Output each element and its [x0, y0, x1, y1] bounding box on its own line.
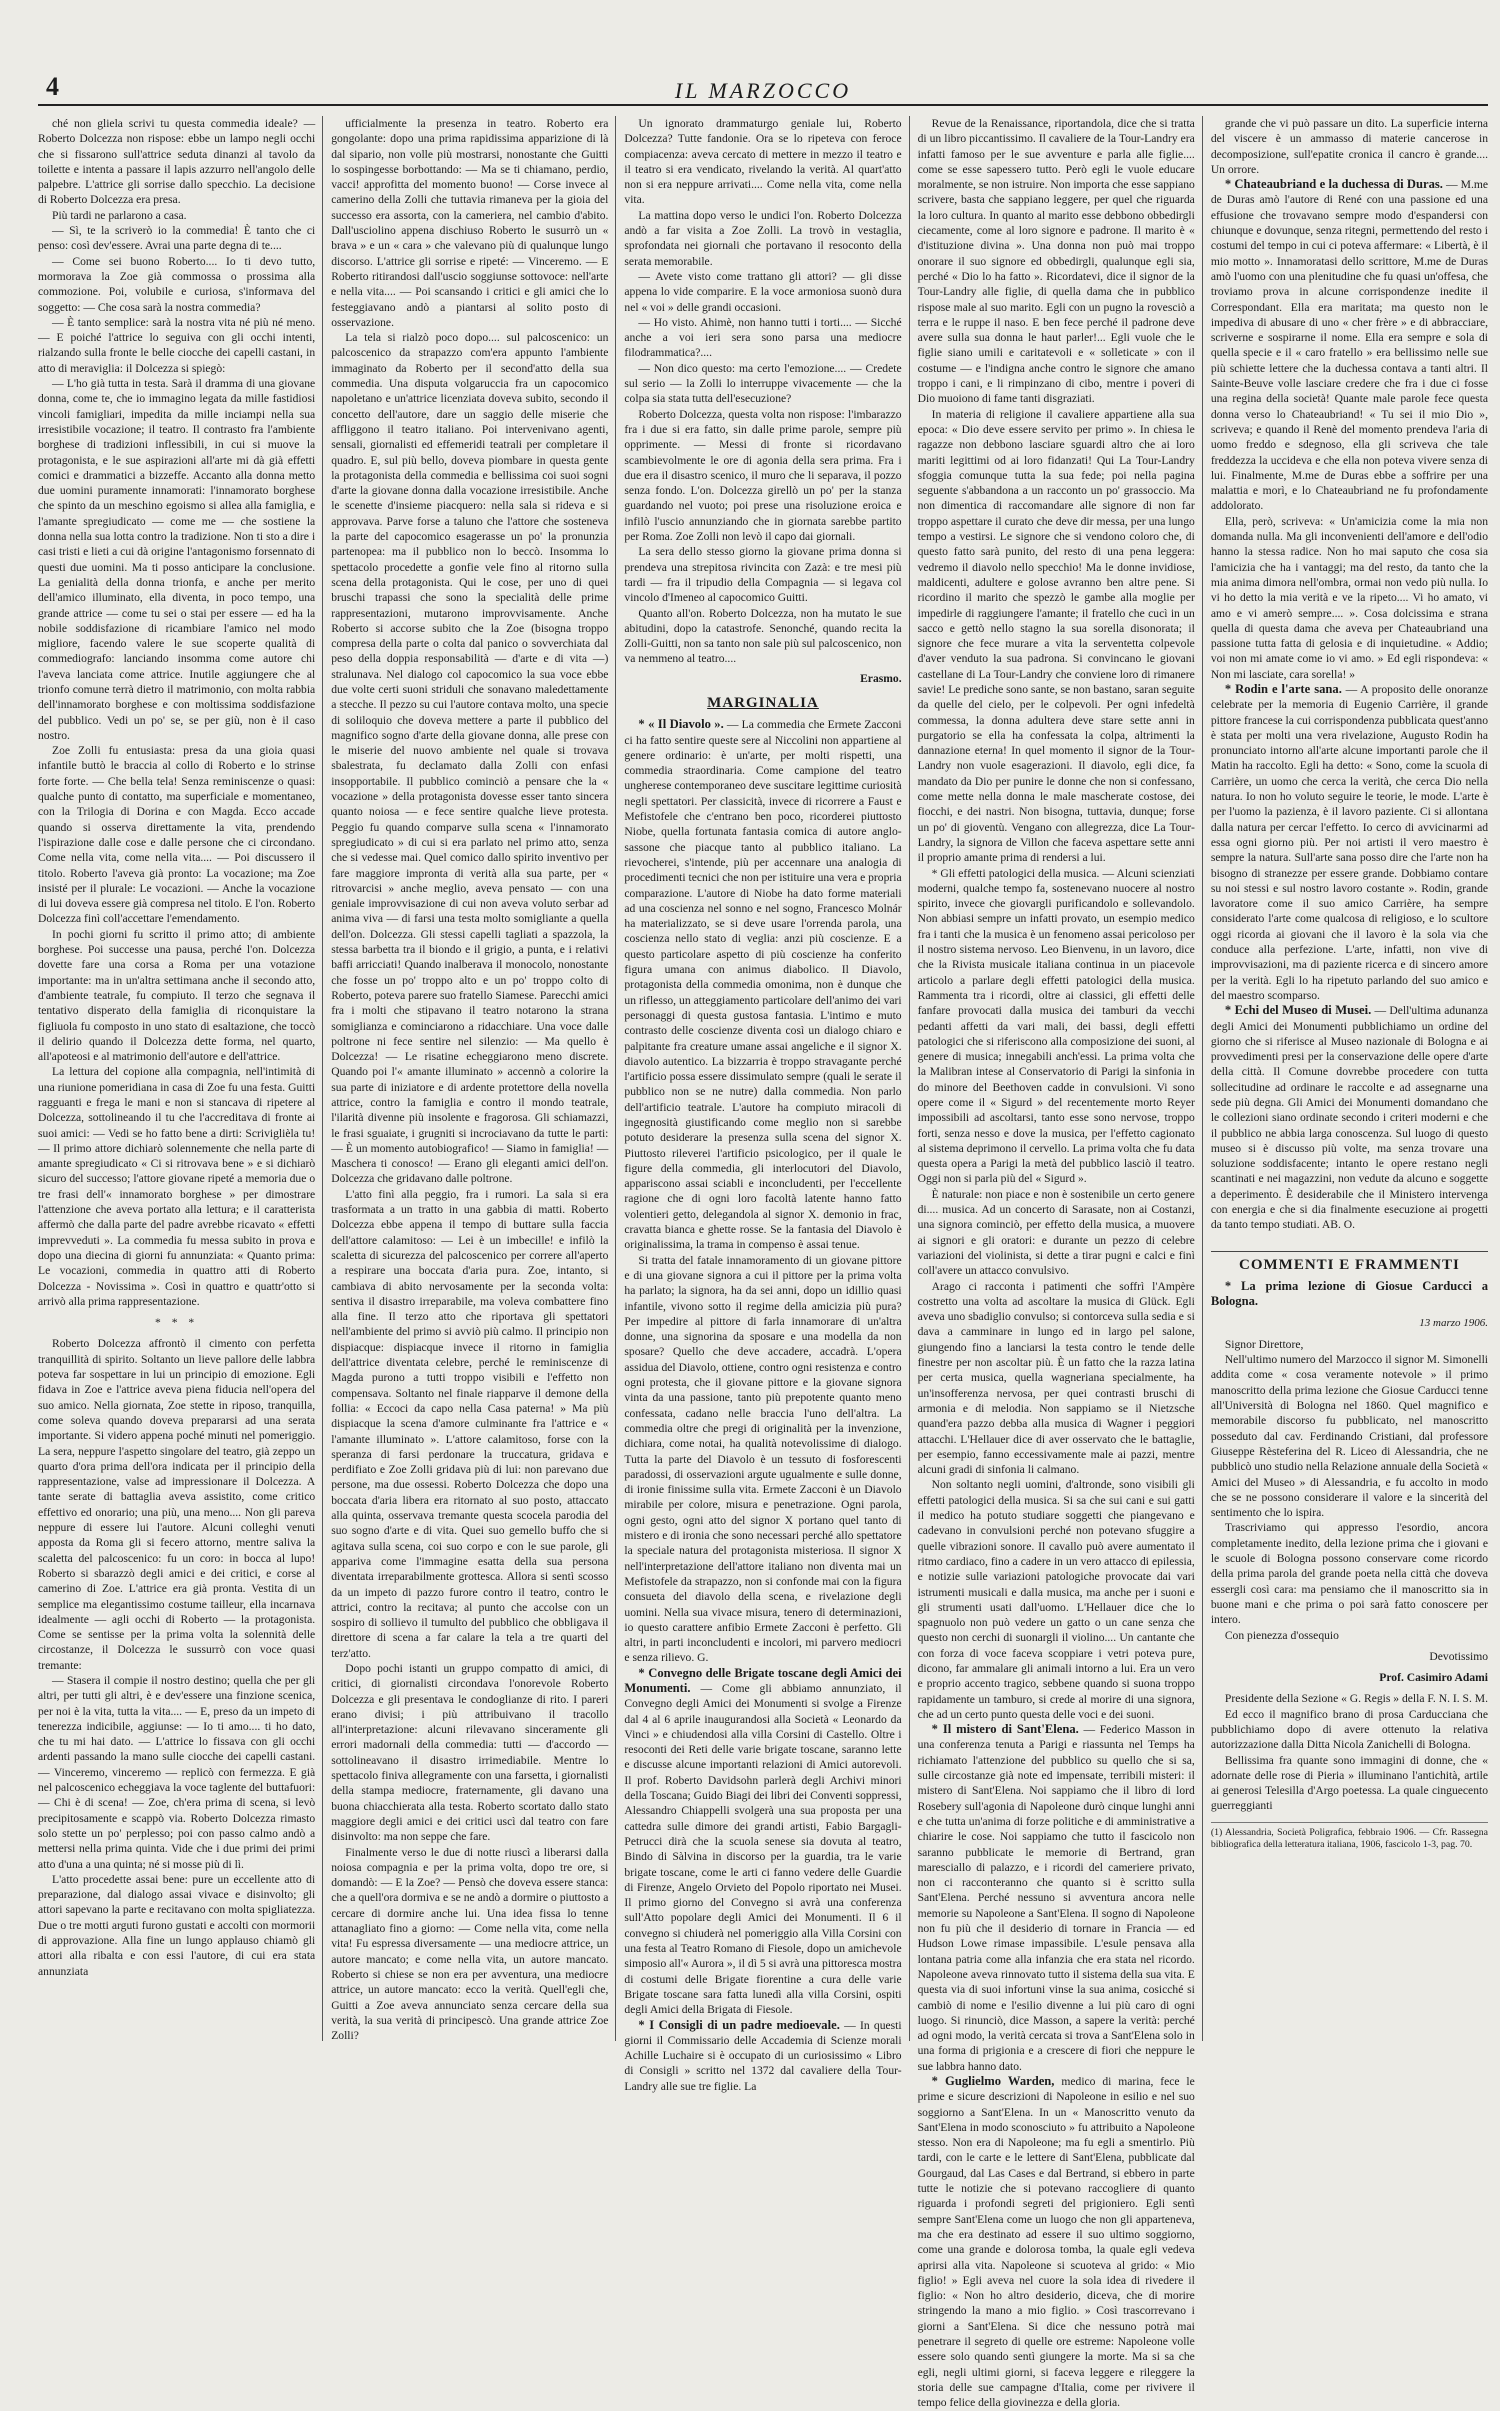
column-2 [331, 116, 608, 2041]
story-paragraph: — Avete visto come trattano gli attori? — gli disse appena lo vide comparire. E la voce armoniosa suonò dura nel « voi » delle grandi occasioni. [624, 269, 902, 314]
text-columns [38, 116, 1489, 2410]
item-text: — La commedia che Ermete Zacconi ci ha fatto sentire queste sere al Niccolini non appartiene al genere ordinario: è un'arte, per molti rispetti, una commedia straordinaria. Come campione del teatro ungherese contemporaneo deve suscitare legittime curiosità negli spettatori. Per classicità, invece di ricorrere a Faust e Mefistofele che c'entrano ben poco, ricorderei piuttosto Niobe, quella fortunata fantasia comica di autore anglo-sassone che piacque tanto al pubblico italiano. La rievocherei, s'intende, più per accennare una analogia di procedimenti tecnici che non per istituire una vera e propria comparazione. L'autore di Niobe ha dato forme materiali ad una coscienza nel sonno e nel sogno, Francesco Molnár ha materializzato, se si deve usare l'orrenda parola, una coscienza nello stato di veglia: anzi più coscienze. E a questo particolare aspetto di più coscienze ha conferito figura umana con animus diabolico. Il Diavolo, protagonista della commedia omonima, non è dunque che un riflesso, un atteggiamento particolare dell'animo dei vari personaggi di questa gustosa fantasia. L'intimo e muto contrasto delle coscienze diventa così un dialogo chiaro e palpitante fra creature umane assai angeliche e il signor X. diavolo autentico. La bizzarria è troppo stravagante perché l'artificio possa essere dissimulato sempre (quali le serate il pubblico non se ne nutre) dalla commedia. Non parlo dell'artificio teatrale. L'autore ha compiuto miracoli di ingegnosità giustificando come meglio non si sarebbe potuto desiderare la presenza sulla scena del signor X. Piuttosto rileverei l'artificio psicologico, per il quale le figure della commedia, gli interlocutori del Diavolo, appariscono assai sciabli e inconcludenti, per l'eccellente ragione che di ogni loro facoltà latente hanno fatto volentieri getto, delegandola al signor X. demonio in frac, cravatta bianca e ghette rosse. Se la fantasia del Diavolo è originalissima, la trama in compenso è assai tenue. [624, 718, 902, 1252]
closing-paragraph: Ed ecco il magnifico brano di prosa Carducciana che pubblichiamo dopo di avere ottenuto la relativa autorizzazione dalla Ditta Nicola Zanichelli di Bologna. [1210, 1707, 1489, 1752]
marginalia-item [918, 1722, 1195, 2074]
story-paragraph: Dopo pochi istanti un gruppo compatto di amici, di critici, di giornalisti circondava l'onorevole Roberto Dolcezza e gli presentava le condoglianze di rito. I pareri erano divisi; i più attribuivano il tracollo all'interpretazione: alcuni rilevavano sinceramente gli errori madornali della commedia: tutti — d'accordo — sottolineavano il disastro irrimediabile. Mentre lo spettacolo finiva allegramente con una farsetta, i giornalisti della stampa mediocre, fraternamente, gli davano una buona chiacchierata alla testa. Roberto scortato dallo stato maggiore degli amici e dei critici uscì dal teatro con fare disinvolto: ma non seppe che fare. [331, 1661, 609, 1844]
item-text-continued: Si tratta del fatale innamoramento di un giovane pittore e di una giovane signora a cui il pittore per la prima volta ha parlato; la signora, ha da sei anni, dopo un idillio quasi infantile, vivono sotto il regime della amicizia più pura? Per impedire al pittore di farla innamorare di un'altra donne, una signorina da sposare e una modella da non sposare? Quello che deve accadere, accadrà. L'opera assidua del Diavolo, ottiene, contro ogni resistenza e contro ogni protesta, che il giovane pittore e la giovane signora vinta da una passione, tanto più prepotente quanto meno confessata, cadano nelle braccia l'uno dell'altra. La commedia oltre che pregi di originalità per la invenzione, dichiara, come notai, ha qualità notevolissime di dialogo. Tutta la parte del Diavolo è un tessuto di fosforescenti paradossi, di osservazioni argute ugualmente e sulle donne, di ironie finissime sulla vita. Ermete Zacconi è un Diavolo mirabile per colore, misura e penetrazione. Ogni parola, ogni gesto, ogni atto del signor X portano quel tanto di mistero e di ironia che sono necessari perché allo spettatore la speciale natura del protagonista misteriosa. Il signor X nell'interpretazione dell'attore italiano non diventa mai un Mefistofele da strapazzo, non si confonde mai con la figura consueta del diavolo della scena, e rivelazione degli uomini. Nella sua vivace misura, tenero di determinazioni, io questo carattere anfibio Ermete Zacconi è perfetto. Gli altri, in parti inconcludenti e incolori, mi parvero mediocri e senza rilievo. G. [624, 1253, 902, 1665]
letter-signoff: Devotissimo [1429, 1649, 1489, 1663]
letter-sender-role: Presidente della Sezione « G. Regis » della F. N. I. S. M. [1224, 1692, 1489, 1706]
item-text: — In questi giorni il Commissario delle Accademia di Scienze morali Achille Luchaire si è occupato di un curiosissimo « Libro di Consigli » scritto nel 1372 dal cavaliere della Tour-Landry alle sue tre figlie. La [624, 2018, 902, 2093]
column-5 [1211, 116, 1488, 2041]
marginalia-item [918, 2074, 1195, 2411]
story-paragraph: — È tanto semplice: sarà la nostra vita né più né meno. — E poiché l'attrice lo seguiva con gli occhi intenti, rialzando sulla fronte le belle ciocche dei capelli castani, in atto di meraviglia: il Dolcezza si spiegò: [38, 315, 316, 375]
item-text: — M.me de Duras amò l'autore di René con una passione ed una effusione che trovavano sempre modo d'espandersi con chiunque e dovunque, senza ritegni, permettendo del resto i costumi del tempo in cui ci poteva affermare: « Libertà, è il mio motto ». Innamoratasi dello scrittore, M.me de Duras amò l'uomo con una plenitudine che fu quasi un'offesa, che troviamo prova in alcune corrispondenze inedite il Correspondant. Ella era maritata; ma questo non le impediva di abusare di uno « cher frère » e di abbracciare, scriverne e sospirarne il nome. Ella era sempre e sola di quella specie e il « caro fratello » era bellissimo nelle sue più schiette lettere che la duchessa contava a tanti altri. Il Sainte-Beuve volle lasciare credere che fra i due ci fosse una regina della società! Quante male parole fece questa donna verso lo Chateaubriand! « Tu sei il mio Dio », scriveva; e quando il Renè del momento prendeva l'aria di uomo freddo e sdegnoso, ella gli scriveva che tale freddezza la uccideva e che ella non poteva vivere senza di lui. Finalmente, M.me de Duras ebbe a soffrire per una malattia e morì, e lo Chateaubriand ne fu profondamente addolorato. [1210, 178, 1489, 513]
story-paragraph: Finalmente verso le due di notte riuscì a liberarsi dalla noiosa compagnia e per la prima volta, dopo tre ore, si domandò: — E la Zoe? — Pensò che doveva essere stanca: che a quell'ora dormiva e se ne andò a dormire o piuttosto a cercare di dormire anche lui. Una idea fissa lo tenne attanagliato fino a giorno: — Come nella vita, come nella vita! Fu espressa diversamente — una mediocre attrice, un autore mancato; e come nella vita, un autore mancato. Roberto si chiese se non era per avventura, una mediocre attrice, un autore mancato: ecco la verità. Quell'egli che, Guitti a Zoe aveva annunciato senza cercare della sua verità, la sua verità di principescò. Una grande attrice Zoe Zolli? [331, 1845, 609, 2043]
story-paragraph: Zoe Zolli fu entusiasta: presa da una gioia quasi infantile buttò le braccia al collo di Roberto e lo strinse forte forte. — Che bella tela! Senza reminiscenze o quasi: qualche punto di contatto, ma superficiale e momentaneo, con la Trilogia di Dorina e con Magda. Ecco accade quando si osserva direttamente la vita, prendendo l'ispirazione dalle cose e dalle persone che ci circondano. Come nella vita, come nella vita.... — Poi discussero il titolo. Roberto l'aveva già pronto: La vocazione; ma Zoe insisté per il plurale: Le vocazioni. — Anche la vocazione di lui doveva essere già compresa nel titolo. E l'on. Roberto Dolcezza finì coll'accettare l'emendamento. [38, 744, 316, 926]
story-paragraph: La tela si rialzò poco dopo.... sul palcoscenico: un palcoscenico da strapazzo com'era appunto l'ambiente immaginato da Roberto per il second'atto della sua commedia. Una disputa volgaruccia fra un capocomico napoletano e un'attrice licenziata doveva subito, secondo il concetto dell'autore, dare un saggio delle miserie che affliggono il teatro italiano. Poi intervenivano agenti, sensali, giornalisti ed effemeridi teatrali per completare il quadro. E, sul più bello, doveva piombare in questa gente la protagonista della commedia e bellissima coi suoi sogni d'arte la giovane donna dalla vocazione irresistibile. Anche le scenette d'insieme piacquero: nella sala si rideva e si approvava. Parve forse a taluno che l'attore che sosteneva la parte del capocomico esagerasse un po' la pronunzia partenopea: ma il pubblico non lo beccò. Insomma lo spettacolo procedette a gonfie vele fino al ritorno sulla scena della protagonista. Qui le cose, per uno di quei bruschi trapassi che sono la specialità delle prime rappresentazioni, mutarono improvvisamente. Anche Roberto si accorse subito che la Zoe (bisogna troppo compresa della parte o colta dal panico o sovverchiata dal peso della doppia responsabilità — d'arte e di vita —) stralunava. Nel dialogo col capocomico la sua voce ebbe due volte certi suoni striduli che sonavano maledettamente a stecche. Il pezzo su cui l'autore contava molto, una specie di soliloquio che doveva mettere a parte il pubblico del magnifico sogno d'arte della giovane donna, alle prese con le miserie del nuovo ambiente nel quale si trovava sbalestrata, fu declamato dalla Zolli con enfasi insopportabile. Il pubblico cominciò a pensare che la « vocazione » della protagonista dovesse esser tanto sincera quanto noiosa — e fece sentire qualche lieve protesta. Peggio fu quando comparve sulla scena « l'innamorato spregiudicato » di cui si era parlato nel primo atto, senza che si vedesse mai. Quel comico dallo spirito inventivo per fare maggiore impronta di verità alla sua parte, per « ritrovarcisi » anche meglio, aveva pensato — con una geniale improvvisazione di cui non aveva voluto serbar ad anima viva — di farsi una testa molto somigliante a quella dell'on. Dolcezza. Gli stessi capelli tagliati a spazzola, la stessa barbetta tra il biondo e il grigio, a punta, e i relativi baffi arricciati! Quando inalberava il monocolo, nonostante che fosse un po' troppo alto e un po' troppo colto di Roberto, poteva parere suo fratello Siamese. Parecchi amici fra i molti che stipavano il teatro notarono la strana somiglianza e cominciarono a ridacchiare. Una voce dalle poltrone ni fece sentire nel silenzio: — Ma quello è Dolcezza! — Le risatine echeggiarono meno discrete. Quando poi l'« amante illuminato » accennò a colorire la sua parte di iniziatore e di ardente protettore della novella attrice, contro la famiglia e contro il mondo teatrale, l'ilarità divenne più insolente e fragorosa. Gli schiamazzi, le frasi sguaiate, i grugniti si incrociavano da tutte le parti: — È un momento autobiografico! — Siamo in famiglia! — Maschera ti conosco! — Erano gli eleganti amici dell'on. Dolcezza che gridavano dalle poltrone. [331, 331, 609, 1186]
item-heading: * Guglielmo Warden, [932, 2074, 1055, 2088]
item-text: — Come gli abbiamo annunziato, il Convegno degli Amici dei Monumenti si svolge a Firenze dal 4 al 6 aprile inaugurandosi alla Società « Leonardo da Vinci » e chiudendosi alla villa Corsini di Castello. Oltre i resoconti dei Reti delle varie brigate toscane, saranno lette e discusse alcune importanti relazioni di Amici autorevoli. Il prof. Roberto Davidsohn parlerà degli Archivi minori della Toscana; Guido Biagi dei libri dei Conventi soppressi, Alessandro Chiappelli svolgerà una sua proposta per una cattedra sulle dimore dei grandi artisti, Fabio Bargagli-Petrucci dirà che la scuola senese sia dovuta al teatro, Bindo di Sàlvina in discorso per la guardia, tra le varie brigate toscane, come le arti ci fanno vedere delle Guardie di Firenze, Angelo Orvieto del Popolo riportato nei Musei. Il primo giorno del Convegno si avrà una conferenza sull'Atto popolare degli Amici dei Monumenti. Il 6 il convegno si chiuderà nel pomeriggio alla Villa Corsini con una festa al Teatro Romano di Fiesole, dopo un amichevole simposio all'« Aurora », il dì 5 si avrà una pittoresca mostra di costumi delle Brigate fiorentine a cura delle varie Brigate toscane sara fatta lunedì alla villa Corsini, ospiti degli Amici della Brigata di Fiesole. [624, 1681, 902, 2017]
article-paragraph: grande che vi può passare un dito. La superficie interna del viscere è un ammasso di materie cancerose in decomposizione, sull'epatite cronica il cancro è grande.... Un orrore. [1210, 117, 1489, 176]
story-paragraph: L'atto procedette assai bene: pure un eccellente atto di preparazione, dal dialogo assai vivace e disinvolto; gli attori sapevano la parte e recitavano con molta spigliatezza. Due o tre motti arguti furono gustati e accolti con mormorii di approvazione. Alla fine un lungo applauso chiamò gli attori alla ribalta e con essi l'autore, di cui era stata annunziata [38, 1872, 316, 1978]
story-paragraph: Un ignorato drammaturgo geniale lui, Roberto Dolcezza? Tutte fandonie. Ora se lo ripeteva con feroce compiacenza: aveva cercato di mettere in mezzo il teatro e il teatro si era vendicato, rivelando la verità. Al quart'atto non si era neppure arrivati.... Come nella vita, come nella vita. [624, 117, 902, 207]
story-paragraph: — Non dico questo: ma certo l'emozione.... — Credete sul serio — la Zolli lo interruppe vivacemente — che la colpa sia stata tutta dell'esecuzione? [624, 361, 902, 406]
marginalia-item [1211, 177, 1488, 514]
story-paragraph: Roberto Dolcezza, questa volta non rispose: l'imbarazzo fra i due si era fatto, sin dalle prime parole, sempre più opprimente. — Messi di fronte si ricordavano scambievolmente le ore di agonia della sera prima. Fra i due era il disastro scenico, il muro che li separava, il pozzo senza fondo. L'on. Dolcezza girellò un po' per la stanza guardando nel vuoto; poi prese una risoluzione eroica e infilò l'uscio annunziando che in giornata sarebbe partito per Roma. Zoe Zolli non levò il capo dai giornali. [624, 407, 902, 544]
item-text: — Federico Masson in una conferenza tenuta a Parigi e riassunta nel Temps ha richiamato l'attenzione del pubblico su quello che si sa, sulle circostanze già note ed impensate, terribili misteri: il mistero di Sant'Elena. Noi sappiamo che il libro di lord Rosebery sull'agonia di Napoleone durò cinque lunghi anni e che tutta un'anima di forze politiche e di amministrative a chiarire le cose. Noi sappiamo che tutto il fascicolo non saranno pubblicate le memorie di Bertrand, gran maresciallo di palazzo, e i ricordi del cameriere privato, non ci racconteranno che quanto si è scritto sulla Sant'Elena. Perché nessuno si avventura ancora nelle memorie su Napoleone a Sant'Elena. Il sogno di Napoleone non fu più che il desiderio di tornare in Francia — ed Hudson Lowe rimase impassibile. L'esule pensava alla lontana patria come alla infanzia che era stata nel ricordo. Napoleone aveva rinnovato tutto il sistema della sua vita. E questa via di suoi infortuni vinse la sua anima, cosicché si cambiò di nome e l'esilio divenne a lui più caro di ogni luogo. Si rinunciò, dice Masson, a sapere la verità: perché ad ogni modo, la verità cercata si trova a Sant'Elena solo in una forma di prigionia e a crescere di fiori che neppure le sue labbra hanno dato. [917, 1723, 1195, 2073]
article-paragraph: Revue de la Renaissance, riportandola, dice che si tratta di un libro piccantissimo. Il cavaliere de la Tour-Landry era infatti famoso per le sue avventure e parla alle figlie.... come se esse sapessero tutto. Però egli le vuole educare moralmente, se non istruire. Non importa che esse sappiano scrivere, basta che sappiano leggere, per quel che riguarda la loro cultura. In quanto al marito esse debbono obbedirgli ciecamente, come al loro signore e padrone. Il marito è « d'istituzione divina ». Una donna non può mai troppo onorare il suo signore ed obbedirgli, qualunque egli sia, perché « Dio lo ha fatto ». Ricordatevi, dice il signor de la Tour-Landry alle figlie, di quella dama che in pubblico rispose male al suo marito. Egli con un pugno la rovesciò a terra e le ruppe il naso. E ben fece perché il padrone deve avere sulla sua donna le haut parler!... Egli vuole che le figlie siano umili e caritatevoli e « solleticate » con il costume — e l'indigna anche contro le signore che amano troppo i cani, e li rimpinzano di cibo, mentre i poveri di Dio muoiono di fame tanti disgraziati. [917, 117, 1195, 406]
article-paragraph: Non soltanto negli uomini, d'altronde, sono visibili gli effetti patologici della musica. Si sa che sui cani e sui gatti il medico ha potuto studiare soggetti che piangevano e cadevano in convulsioni perché non potevano sfuggire a quelle vibrazioni sonore. Il cavallo può avere aumentato il ritmo cardiaco, fino a cadere in un vero attacco di epilessia, e notizie sulle variazioni patologiche provocate dai vari istrumenti musicali e dalla musica, ma anche per i suoni e gli strumenti usati dall'uomo. L'Hellauer dice che lo spagnuolo non può vedere un gatto o un cane senza che questo non cerchi di suonargli il violino.... Un cantante che con forza di voce faceva scoppiare i vetri poteva pure, dicono, far ammalare gli animali intorno a lui. Era un vero e proprio accento tragico, sebbene quando si suona troppo rapidamente un tamburo, si crede al morire di una signora, che ad un certo punto questa delle voci e dei suoni. [917, 1478, 1195, 1721]
story-paragraph: L'atto finì alla peggio, fra i rumori. La sala si era trasformata a un tratto in una gabbia di matti. Roberto Dolcezza ebbe appena il tempo di buttare sulla faccia dell'attore calamitoso: — Lei è un imbecille! e infilò la scaletta di sicurezza del palcoscenico per correre all'aperto a respirare una boccata d'aria pura. Zoe, intanto, si cambiava di abito nervosamente per la seconda volta: sentiva il disastro irreparabile, ma voleva combattere fino alla fine. Il terzo atto che riportava gli spettatori nell'ambiente del primo si avviò più calmo. Il principio non dispiacque: dispiacque invece il ritorno in famiglia dell'attrice diventata celebre, perché le reminiscenze di Magda purono a tutti troppo visibili e l'effetto non compensava. Soltanto nel finale riapparve il demone della follia: « Eccoci da capo nella Casa paterna! » Ma più dispiacque la scena d'amore culminante fra l'attrice e « l'amante illuminato ». L'attore calamitoso, forse con la speranza di farsi perdonare la truccatura, gridava e perdifiato e Zoe Zolli gridava più di lui: non parevano due persone, ma due ossessi. Roberto Dolcezza che dopo una boccata d'aria libera era ritornato al suo posto, attaccato alla quinta, osservava tremante questa scocela parodia del suo sogno d'arte e di vita. Quei suo gemello buffo che si agitava sulla scena, coi suo corpo e con le sue parole, gli appariva come l'immagine esatta della sua persona diventata irreparabilmente grottesca. Allora si sentì scosso da un impeto di pazzo furore contro il teatro, contro le attrici, contro la recitava; al punto che accolse con un sospiro di sollievo il tumulto del pubblico che obbligava il direttore di scena a far calare la tela a tre quarti del terz'atto. [331, 1187, 609, 1660]
article-paragraph: * Gli effetti patologici della musica. — Alcuni scienziati moderni, qualche tempo fa, sostenevano nuocere al nostro spirito, invece che giovargli purificandolo e sollevandolo. Non abbiasi sempre un infatti provato, un esempio medico fra i tanti che la musica è un fenomeno assai pericoloso per il nostro sistema nervoso. Leo Bienvenu, in un lavoro, dice che la Rivista musicale italiana continua in un piacevole articolo a parlare degli effetti patologici della musica. Rammenta tra i ricordi, oltre ai classici, gli effetti delle fanfare provocati dalla musica dei tamburi da vecchi pedanti affetti da vari mali, dei bassi, degli effetti patologici che si riferiscono alla composizione dei suoni, al genere di musica; innegabili anch'essi. La prima volta che la Malibran intese al Conservatorio di Parigi la sinfonia in do minore del Beethoven cadde in convulsioni. Vi sono opere come il « Sigurd » del recentemente morto Reyer impossibili ad ascoltarsi, tanto esse sono nervose, troppo forti, senza nesso e dove la musica, per l'effetto cagionato al sistema deprimono il cervello. La prima volta che fu data questa opera a Parigi la metà del pubblico lasciò il teatro. Oggi non si parla più del « Sigurd ». [917, 866, 1195, 1186]
letter-paragraph: Nell'ultimo numero del Marzocco il signor M. Simonelli addita come « cosa veramente notevole » il primo manoscritto della prima lezione che Giosue Carducci tenne all'Università di Bologna nel 1860. Quel magnifico e memorabile discorso fu pubblicato, nel manoscritto posseduto dal cav. Ferdinando Cristiani, dal professore Giuseppe Rèsteferina del R. Liceo di Alessandria, che ne pubblicò uno studio nella Relazione annuale della Società « Amici del Museo » di Alessandria, e fu accolto in modo che se ne possono considerare il valore e la sincerità del sentimento che lo ispira. [1210, 1353, 1489, 1520]
section-title-marginalia: MARGINALIA [707, 694, 819, 711]
section-title-commenti: COMMENTI E FRAMMENTI [1211, 1251, 1488, 1273]
item-text: — A proposito delle onoranze celebrate per la memoria di Eugenio Carrière, il grande pittore francese la cui corrispondenza pubblicata quest'anno è stata per molti una vera rivelazione, Augusto Rodin ha pronunciato intorno all'arte alcune importanti parole che il Matin ha raccolto. Egli ha detto: « Sono, come la scuola di Carrière, un uomo che cerca la verità, che cerca Dio nella natura. Io non ho voluto seguire le teorie, le mode. L'arte è per l'uomo la pazienza, è il lavoro paziente. Ci si allontana dalla natura per cercar l'effetto. Io cerco di avvicinarmi ad essa ogni giorno più. Per noi artisti il vero maestro è sempre la natura. Sull'arte sana posso dire che l'arte non ha bisogno di stranezze per essere grande. Dobbiamo contare su noi stessi e sul nostro lavoro costante ». Rodin, grande lavoratore come il suo amico Carrière, ha sempre considerato l'arte come qualcosa di religioso, e lo scultore oggi ricorda ai giovani che il lavoro è la sola via che conduce alla perfezione. L'arte, infatti, non vive di improvvisazioni, ma di paziente ricerca e di sincero amore per la verità. Egli lo ha ripetuto parlando del suo amico e del maestro scomparso. [1210, 682, 1489, 1002]
story-paragraph: La sera dello stesso giorno la giovane prima donna si prendeva una strepitosa rivincita con Zazà: e tre mesi più tardi — fra il tripudio della Compagnia — si legava col vincolo d'Imeneo al capocomico Guitti. [624, 545, 902, 605]
story-paragraph: — Ho visto. Ahimè, non hanno tutti i torti.... — Sicché anche a voi ieri sera sono parsa una mediocre filodrammatica?.... [624, 315, 902, 360]
item-heading: * Convegno delle Brigate toscane degli Amici dei Monumenti. [624, 1666, 901, 1695]
item-heading: * I Consigli di un padre medioevale. [638, 2018, 839, 2032]
letter-paragraph: Con pienezza d'ossequio [1224, 1628, 1339, 1642]
story-paragraph: La mattina dopo verso le undici l'on. Roberto Dolcezza andò a far visita a Zoe Zolli. La trovò in vestaglia, sprofondata nei giornali che portavano il resoconto della serata memorabile. [624, 208, 902, 268]
column-4 [917, 116, 1195, 2410]
story-paragraph: In pochi giorni fu scritto il primo atto; di ambiente borghese. Poi successe una pausa, perché l'on. Dolcezza dovette fare una corsa a Roma per una votazione importante: ma in un'altra settimana anche il secondo atto, d'ambiente teatrale, fu compiuto. Il terzo che segnava il tentativo disperato della famiglia di riconquistare la figliuola fu composto in uno stato di esaltazione, che toccò il delirio quando il Dolcezza dette forma, nel quarto, all'apoteosi e al matrimonio dell'autore e dell'attrice. [38, 927, 316, 1064]
story-paragraph: Quanto all'on. Roberto Dolcezza, non ha mutato le sue abitudini, dopo la catastrofe. Senonché, quando recita la Zolli-Guitti, non sa tanto non sale più sul palcoscenico, non va nemmeno al teatro.... [624, 606, 902, 666]
story-paragraph: — Stasera il compie il nostro destino; quella che per gli altri, per tutti gli altri, è e dev'essere una finzione scenica, per noi è la vita, tutta la vita.... — E, preso da un impeto di tenerezza indicibile, aggiunse: — Io ti amo.... ti ho dato, che tu mi hai dato. — L'attrice lo fissava con gli occhi ardenti passando la mano sulle ciocche dei capelli castani. — Vinceremo, vinceremo — replicò con fermezza. E già nel palcoscenico echeggiava la voce taglente del buttafuori: — Chi è di scena! — Zoe, ch'era prima di scena, si levò precipitosamente e scappò via. Roberto Dolcezza rimasto solo stette un po' perplesso; poi con passo calmo andò a mettersi nella prima quinta. Vide che i due primi dei primi atto d'una a una quinta; né si mosse più di lì. [38, 1673, 316, 1871]
item-text-continued: Ella, però, scriveva: « Un'amicizia come la mia non domanda nulla. Ma gli inconvenienti dell'amore e dell'odio hanno la stessa radice. Non ho mai saputo che cosa sia l'amicizia che ha i vantaggi; ma del resto, da tanto che la mia anima dimora nell'ombra, ormai non vedo più nulla. Io vi ho detto la mia verità e ve la ripeto.... Vi ho amato, vi amo e vi amerò sempre.... ». Cosa dolcissima e strana quella di questa dama che aveva per Chateaubriand una passione tutta fatta di gelosia e di inquietudine. « Addio; voi non mi amate come io vi amo. » Ed egli rispondeva: « Non mi lasciate, cara sorella! » [1210, 514, 1489, 681]
story-paragraph: ché non gliela scrivi tu questa commedia ideale? — Roberto Dolcezza non rispose: ebbe un lampo negli occhi che si fissarono sull'attrice seduta dinanzi al tavolo da toilette e intenta a passare il lapis azzurro nell'angolo delle palpebre. L'attrice gli sorrise dallo specchio. La decisione di Roberto Dolcezza era presa. [38, 117, 316, 207]
article-paragraph: È naturale: non piace e non è sostenibile un certo genere di.... musica. Ad un concerto di Sarasate, non ai Costanzi, una signora cominciò, per effetto della musica, a muovere ai signori e gli oratori: e durante un pezzo di celebre variazioni del violinista, si dette a tirar pugni e calci e finì coll'avere un attacco convulsivo. [917, 1187, 1195, 1278]
letter-paragraph: Trascriviamo qui appresso l'esordio, ancora completamente inedito, della lezione prima che i giovani e le scuole di Bologna possono conservare come ricordo della prima parola del grande poeta nella città che doveva essergli così cara: ma pensiamo che il manoscritto sia in buone mani e che prima o poi sarà fatto conoscere per intero. [1210, 1521, 1489, 1627]
masthead [38, 0, 1488, 106]
item-heading: * La prima lezione di Giosue Carducci a Bologna. [1211, 1279, 1488, 1308]
letter-sender: Prof. Casimiro Adami [1379, 1671, 1489, 1685]
story-signature: Erasmo. [860, 671, 902, 685]
commenti-item-heading [1211, 1279, 1488, 1310]
paper-title: IL MARZOCCO [674, 78, 852, 103]
story-paragraph: Roberto Dolcezza affrontò il cimento con perfetta tranquillità di spirito. Soltanto un lieve pallore delle labbra poteva far sospettare in lui un principio di emozione. Egli fidava in Zoe e l'attrice aveva piena fiducia nell'opera del suo amico. Nella giornata, Zoe stette in riposo, tranquilla, come soleva quando doveva prepararsi ad una serata importante. Si videro appena poché minuti nel pomeriggio. La sera, neppure l'aspetto singolare del teatro, già zeppo un quarto d'ora prima dell'ora indicata per il principio della rappresentazione, valse ad impressionare il Dolcezza. A tante serate di battaglia aveva assistito, come critico effettivo ed onorario; una più, una meno.... Non gli pareva neppure di essere lui l'autore. Alcuni colleghi venuti apposta da Roma gli si fecero attorno, mentre saliva la scaletta del palcoscenico: fu un coro: in bocca al lupo! Roberto si sbarazzò degli amici e dei critici, e corse al camerino di Zoe. L'attrice era già pronta. Vestita di un semplice ma elegantissimo costume tailleur, ella incarnava idealmente — agli occhi di Roberto — la protagonista. Come se sentisse per la prima volta la solennità delle circostanze, il Dolcezza le sussurrò con voce quasi tremante: [38, 1337, 316, 1672]
article-paragraph: Arago ci racconta i patimenti che soffrì l'Ampère costretto una volta ad ascoltare la musica di Glück. Egli aveva uno sbadiglio convulso; si contorceva sulla sedia e si dava a camminare in lungo ed in largo pel salone, giungendo fino a lanciarsi la testa contro le tende delle finestre per non ascoltar più. È un fatto che la razza latina per certa musica, quella wagneriana specialmente, ha un'insofferenza nervosa, per quei contrasti bruschi di armonia e di melodia. Non sappiamo se il Nietzsche quand'era pazzo debba alla musica di Wagner i peggiori attacchi. L'Hellauer dice di aver osservato che le battaglie, per esempio, fanno eccessivamente male ai pazzi, mentre alcuni gradi di sinfonia li calmano. [917, 1279, 1195, 1477]
story-paragraph: — Come sei buono Roberto.... Io ti devo tutto, mormorava la Zoe già commossa o prossima alla commozione. Poi, volubile e curiosa, s'informava del soggetto: — Che cosa sarà la nostra commedia? [38, 254, 316, 314]
closing-paragraph: Bellissima fra quante sono immagini di donne, che « adornate delle rose di Pieria » illuminano l'antichità, artile ai generosi Telesilla d'Argo poetessa. La quale cinguecento guerreggianti [1210, 1753, 1489, 1813]
story-paragraph: ufficialmente la presenza in teatro. Roberto era gongolante: dopo una prima rapidissima apparizione di là dal sipario, non volle più mostrarsi, nonostante che Guitti lo sospingesse borbottando: — Ma se ti chiamano, perdio, vacci! approfitta del momento buono! — Corse invece al camerino della Zolli che tuttavia rimaneva per la gioia del successo era assorta, con la cameriera, nel cambio d'abito. Dall'usciolino appena dischiuso Roberto le susurrò un « brava » e un « cara » che valevano più di qualunque lungo discorso. L'attrice gli sorrise e ripeté: — Vinceremo. — E Roberto ritirandosi dall'uscio soggiunse sottovoce: nell'arte e nella vita.... — Poi scansando i critici e gli amici che lo festeggiavano andò a piantarsi al solito posto di osservazione. [331, 117, 609, 329]
footnote: (1) Alessandria, Società Poligrafica, febbraio 1906. — Cfr. Rassegna bibliografica della letteratura italiana, 1906, fascicolo 1-3, pag. 70. [1211, 1822, 1488, 1851]
item-heading: * Rodin e l'arte sana. [1225, 682, 1342, 696]
item-text: — Dell'ultima adunanza degli Amici dei Monumenti pubblichiamo un ordine del giorno che si riferisce al Museo nazionale di Bologna e ai provvedimenti presi per la conservazione delle opere d'arte della città. Il Comune dovrebbe procedere con tutta sollecitudine ad ordinare le raccolte e ad assegnarne una sede più degna. Gli Amici dei Monumenti domandano che le collezioni siano ordinate secondo i criteri moderni e che il pubblico ne abbia larga conoscenza. Sul luogo di questo museo si è discusso più volte, ma senza trovare una soluzione soddisfacente; intanto le opere restano negli scantinati e nei magazzini, non vedute da alcuno e soggette a deperimento. È desiderabile che il Ministero intervenga con energia e che si dia finalmente esecuzione ai progetti da tanto tempo studiati. AB. O. [1210, 1004, 1489, 1232]
column-3 [624, 116, 902, 2093]
story-paragraph: Più tardi ne parlarono a casa. [52, 208, 187, 222]
marginalia-item [1211, 682, 1488, 1003]
story-paragraph: La lettura del copione alla compagnia, nell'intimità di una riunione pomeridiana in casa di Zoe fu una festa. Guitti ragguanti e frega le mani e non si stancava di ripetere al Dolcezza, sottolineando il tu che l'accreditava di fronte ai suoi amici: — Vedi se ho fatto bene a dirti: Scriviglièla tu! — Il primo attore dichiarò solennemente che nella parte di amante spregiudicato « Ci si ritrovava bene » e si dichiarò sicuro del successo; l'attore giovane ripeté a memoria due o tre frasi dell'« innamorato borghese » per dimostrare l'attenzione che aveva portato alla lettura; e il caratterista affermò che dalla parte del padre avrebbe ricavato « effetti imprevveduti ». La commedia fu messa subito in prova e dopo una diecina di giorni fu annunziata: « Quanto prima: Le vocazioni, commedia in quattro atti di Roberto Dolcezza - Novissima ». Così in quattro e quattr'otto si arrivò alla prima rappresentazione. [38, 1065, 316, 1308]
marginalia-item [624, 717, 901, 1252]
section-separator: * * * [155, 1316, 199, 1330]
item-heading: * Chateaubriand e la duchessa di Duras. [1225, 177, 1443, 191]
marginalia-item [1211, 1003, 1488, 1232]
item-heading: * Echi del Museo di Musei. [1225, 1003, 1371, 1017]
letter-date: 13 marzo 1906. [1419, 1316, 1489, 1329]
marginalia-item [624, 2018, 901, 2094]
item-heading: * « Il Diavolo ». [638, 717, 723, 731]
item-text: medico di marina, fece le prime e sicure descrizioni di Napoleone in esilio e nel suo soggiorno a Sant'Elena. In un « Manoscritto venuto da Sant'Elena in modo sconosciuto » fu attribuito a Napoleone stesso. Non era di Napoleone; ma fu egli a smentirlo. Più tardi, con le carte e le lettere di Sant'Elena, pubblicate dal Gourgaud, dal Las Cases e dal Bertrand, si ebbero in parte tutte le notizie che si potevano raccogliere di quanto riguarda i profondi segreti del prigioniero. Egli sentì sempre Sant'Elena come un luogo che non gli apparteneva, ma che era destinato ad essere il suo ultimo soggiorno, come una grande e dolorosa tomba, la quale egli vedeva aprirsi alla vita. Napoleone si scuoteva al grido: « Mio figlio! » Egli aveva nel cuore la sola idea di rivedere il figlio: « Non ho altro desiderio, diceva, che di morire stringendo la mano a mio figlio. » Così trascorrevano i giorni a Sant'Elena. Si dice che nessuno potrà mai penetrare il segreto di quelle ore estreme: Napoleone volle essere solo quando sentì giungere la morte. Ma si sa che egli, negli ultimi giorni, si faceva leggere e rileggere la storia delle sue campagne d'Italia, come per rivivere il tempo felice della giovinezza e della gloria. [917, 2075, 1195, 2410]
item-heading: * Il mistero di Sant'Elena. [932, 1722, 1079, 1736]
article-paragraph: In materia di religione il cavaliere appartiene alla sua epoca: « Dio deve essere servito per primo ». In chiesa le ragazze non debbono lasciare sguardi altro che ai loro mariti legittimi od ai loro fidanzati! Qui La Tour-Landry sfoggia comunque tutta la sua fede; poi nella pagina seguente s'abbandona a un racconto un po' grassoccio. Ma non dimentica di raccomandare alle signore di non far troppo aspettare il curato che deve dir messa, per una lungo tempo a vestirsi. Le signore che si vendono coloro che, di questo fatto sarà punito, del resto di una pena leggera: vedremo il diavolo nello specchio! Ma le donne invidiose, maldicenti, adultere e golose avranno ben altre pene. Si ricordino il marito che spezzò le gambe alla moglie per impedirle di raggiungere l'amante; il fratello che cucì in un sacco e gettò nello stagno la sua sorella disonorata; il signore che fece murare a vita la serventetta colpevole d'aver venduto la sua padrona. Si convincano le giovani castellane di La Tour-Landry che conviene loro di rimanere savie! Le prediche sono sante, se non bastano, saran seguite da quelle del cielo, per le colpevoli. Per ogni infedeltà commessa, la donna adultera deve stare sette anni in purgatorio se ella ha confessata la colpa, altrimenti la dannazione eterna! In quel momento il signor de la Tour-Landry non vuole esagerazioni. Il diavolo, egli dice, fa mandato da Dio per punire le donne che non si confessano, come mette nella donna le male mascherate costose, dei fiocchi, e dei nastri. Non bisogna, tuttavia, dunque; forse un po' di gioventù. Vengano con allegrezza, dice La Tour-Landry, la signora de Villon che faceva aspettare sette anni il proprio amante prima di rendersi a lui. [917, 407, 1195, 865]
column-1 [38, 116, 315, 2041]
story-paragraph: — L'ho già tutta in testa. Sarà il dramma di una giovane donna, come te, che io immagino legata da mille fastidiosi vincoli famigliari, impedita da mille inciampi nella sua irresistibile vocazione; il teatro. Il contrasto fra l'ambiente borghese di tradizioni inflessibili, in cui si muove la protagonista, e le sue aspirazioni all'arte mi dà già effetti comici e drammatici a bizzeffe. Accanto alla donna metto due uomini puramente innamorati: l'innamorato borghese che spinto da un meschino egoismo si allea alla famiglia, e l'amante spregiudicato — come me — che sostiene la donna nella sua lotta contro la tradizione. Non ti sto a dire i casi tristi e lieti a cui dà origine l'antagonismo forsennato di questi due uomini. Ma ti posso anticipare la conclusione. La genialità della donna trionfa, e anche per merito dell'amico illuminato, ella diventa, in poco tempo, una grande attrice — come tu sei o stai per essere — ed ha la nobile soddisfazione di ricambiare l'amico nel modo migliore, facendo valere le sue scoperte qualità di commediografo: lanciando insomma come autore chi l'aveva lanciata come attrice. Inutile aggiungere che al trionfo comune terrà dietro il matrimonio, con molta rabbia dell'innamorato borghese e con moltissima soddisfazione del pubblico. Vedi un po' se, se per giù, non è il caso nostro. [38, 377, 316, 742]
story-paragraph: — Sì, te la scriverò io la commedia! È tanto che ci penso: così dev'essere. Avrai una parte degna di te.... [38, 224, 316, 253]
letter-salutation: Signor Direttore, [1224, 1337, 1304, 1351]
marginalia-item [624, 1666, 901, 2018]
page-number: 4 [46, 72, 59, 101]
